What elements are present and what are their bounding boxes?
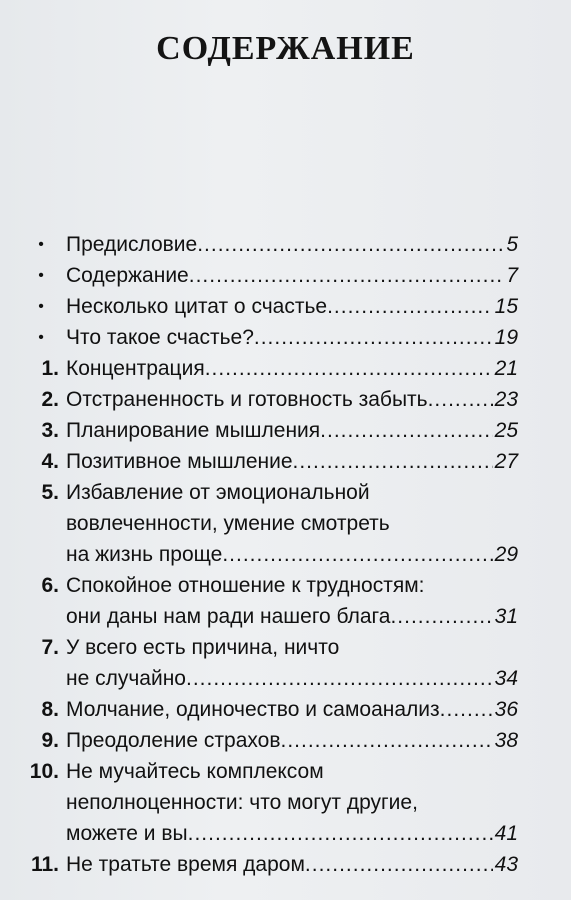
toc-entry-content (66, 415, 518, 446)
page-number: 36 (494, 698, 518, 721)
toc-entry-title: вовлеченности, умение смотреть (66, 512, 390, 535)
bullet-marker: • (38, 236, 44, 253)
dot-leader (305, 849, 493, 880)
toc-entry-line (66, 229, 518, 260)
toc-entry-line (66, 384, 518, 415)
toc-entry-line (66, 663, 518, 694)
toc-entry-content (66, 291, 518, 322)
chapter-number: 10. (29, 760, 59, 783)
page-number: 25 (494, 419, 518, 442)
chapter-number: 6. (41, 574, 59, 597)
dot-leader (205, 353, 493, 384)
chapter-number: 9. (41, 729, 59, 752)
toc-entry-content (66, 322, 518, 353)
toc-entry-title: Спокойное отношение к трудностям: (66, 574, 425, 597)
page-number: 27 (494, 450, 518, 473)
dot-leader (281, 725, 493, 756)
dot-leader (428, 384, 493, 415)
toc-entry-content (66, 570, 518, 632)
toc-entry (24, 477, 518, 570)
page-number: 29 (494, 543, 518, 566)
toc-entry-line (66, 260, 518, 291)
toc-entry-content (66, 229, 518, 260)
toc-entry-line (66, 477, 518, 508)
toc-entry-title: У всего есть причина, ничто (66, 636, 340, 659)
dot-leader (189, 260, 505, 291)
toc-entry-title: они даны нам ради нашего блага (66, 605, 391, 628)
toc-entry-content (66, 353, 518, 384)
page-number: 15 (494, 295, 518, 318)
toc-entry-title: Содержание (66, 264, 189, 287)
toc-entry (24, 353, 518, 384)
toc-entry (24, 446, 518, 477)
toc-entry-title: на жизнь проще (66, 543, 223, 566)
toc-entry-line (66, 353, 518, 384)
toc-entry-content (66, 725, 518, 756)
toc-entry (24, 632, 518, 694)
toc-entry-title: Что такое счастье? (66, 326, 254, 349)
dot-leader (186, 663, 493, 694)
page-number: 5 (506, 233, 518, 256)
toc-entry-title: Несколько цитат о счастье (66, 295, 328, 318)
toc-entry-line (66, 725, 518, 756)
toc-entry (24, 415, 518, 446)
toc-entry (24, 570, 518, 632)
toc-entry-content (66, 260, 518, 291)
toc-entry-line (66, 756, 518, 787)
toc-entry (24, 291, 518, 322)
toc-entry-content (66, 446, 518, 477)
toc-entry (24, 849, 518, 880)
toc-entry-line (66, 508, 518, 539)
toc-entry-line (66, 601, 518, 632)
page-number: 38 (494, 729, 518, 752)
toc-entry-line (66, 818, 518, 849)
chapter-number: 2. (41, 388, 59, 411)
toc-entry (24, 384, 518, 415)
dot-leader (390, 601, 492, 632)
toc-entry (24, 725, 518, 756)
toc-entry-line (66, 849, 518, 880)
toc-entry-content (66, 477, 518, 570)
dot-leader (293, 446, 493, 477)
toc-entry-title: Не мучайтесь комплексом (66, 760, 324, 783)
page-number: 41 (494, 822, 518, 845)
toc-entry-title: Концентрация (66, 357, 205, 380)
toc-entry-content (66, 694, 518, 725)
toc-entry-line (66, 787, 518, 818)
page-number: 19 (494, 326, 518, 349)
chapter-number: 11. (30, 853, 59, 876)
toc-entry (24, 756, 518, 849)
toc-entry-title: Предисловие (66, 233, 198, 256)
toc-entry-line (66, 539, 518, 570)
page-title: СОДЕРЖАНИЕ (156, 30, 415, 67)
toc-entry-title: Молчание, одиночество и самоанализ (66, 698, 440, 721)
toc-entry-line (66, 570, 518, 601)
toc-entry (24, 260, 518, 291)
page-number: 23 (494, 388, 518, 411)
bullet-marker: • (38, 329, 44, 346)
dot-leader (188, 818, 493, 849)
toc-entry-content (66, 384, 518, 415)
table-of-contents (24, 229, 518, 880)
toc-entry-line (66, 291, 518, 322)
toc-entry-line (66, 694, 518, 725)
page-number: 34 (494, 667, 518, 690)
toc-entry-title: Не тратьте время даром (66, 853, 305, 876)
bullet-marker: • (38, 298, 44, 315)
chapter-number: 4. (41, 450, 59, 473)
toc-entry-line (66, 446, 518, 477)
toc-entry-content (66, 849, 518, 880)
toc-entry-content (66, 632, 518, 694)
toc-entry-title: Позитивное мышление (66, 450, 293, 473)
chapter-number: 7. (41, 636, 59, 659)
chapter-number: 1. (41, 357, 59, 380)
dot-leader (440, 694, 493, 725)
dot-leader (327, 291, 493, 322)
page-number: 31 (494, 605, 518, 628)
toc-entry (24, 322, 518, 353)
dot-leader (254, 322, 493, 353)
dot-leader (197, 229, 504, 260)
toc-entry-line (66, 632, 518, 663)
toc-entry-title: неполноценности: что могут другие, (66, 791, 418, 814)
toc-entry (24, 229, 518, 260)
toc-entry-line (66, 322, 518, 353)
toc-entry-title: Планирование мышления (66, 419, 321, 442)
toc-entry-title: не случайно (66, 667, 186, 690)
page-number: 7 (506, 264, 518, 287)
page-number: 21 (494, 357, 518, 380)
toc-entry-content (66, 756, 518, 849)
toc-entry-title: Преодоление страхов (66, 729, 281, 752)
toc-entry-title: Отстраненность и готовность забыть (66, 388, 428, 411)
bullet-marker: • (38, 267, 44, 284)
chapter-number: 3. (41, 419, 59, 442)
toc-entry-title: Избавление от эмоциональной (66, 481, 370, 504)
toc-entry (24, 694, 518, 725)
chapter-number: 8. (41, 698, 59, 721)
toc-entry-line (66, 415, 518, 446)
page-number: 43 (494, 853, 518, 876)
chapter-number: 5. (41, 481, 59, 504)
dot-leader (320, 415, 492, 446)
toc-entry-title: можете и вы (66, 822, 188, 845)
dot-leader (222, 539, 492, 570)
